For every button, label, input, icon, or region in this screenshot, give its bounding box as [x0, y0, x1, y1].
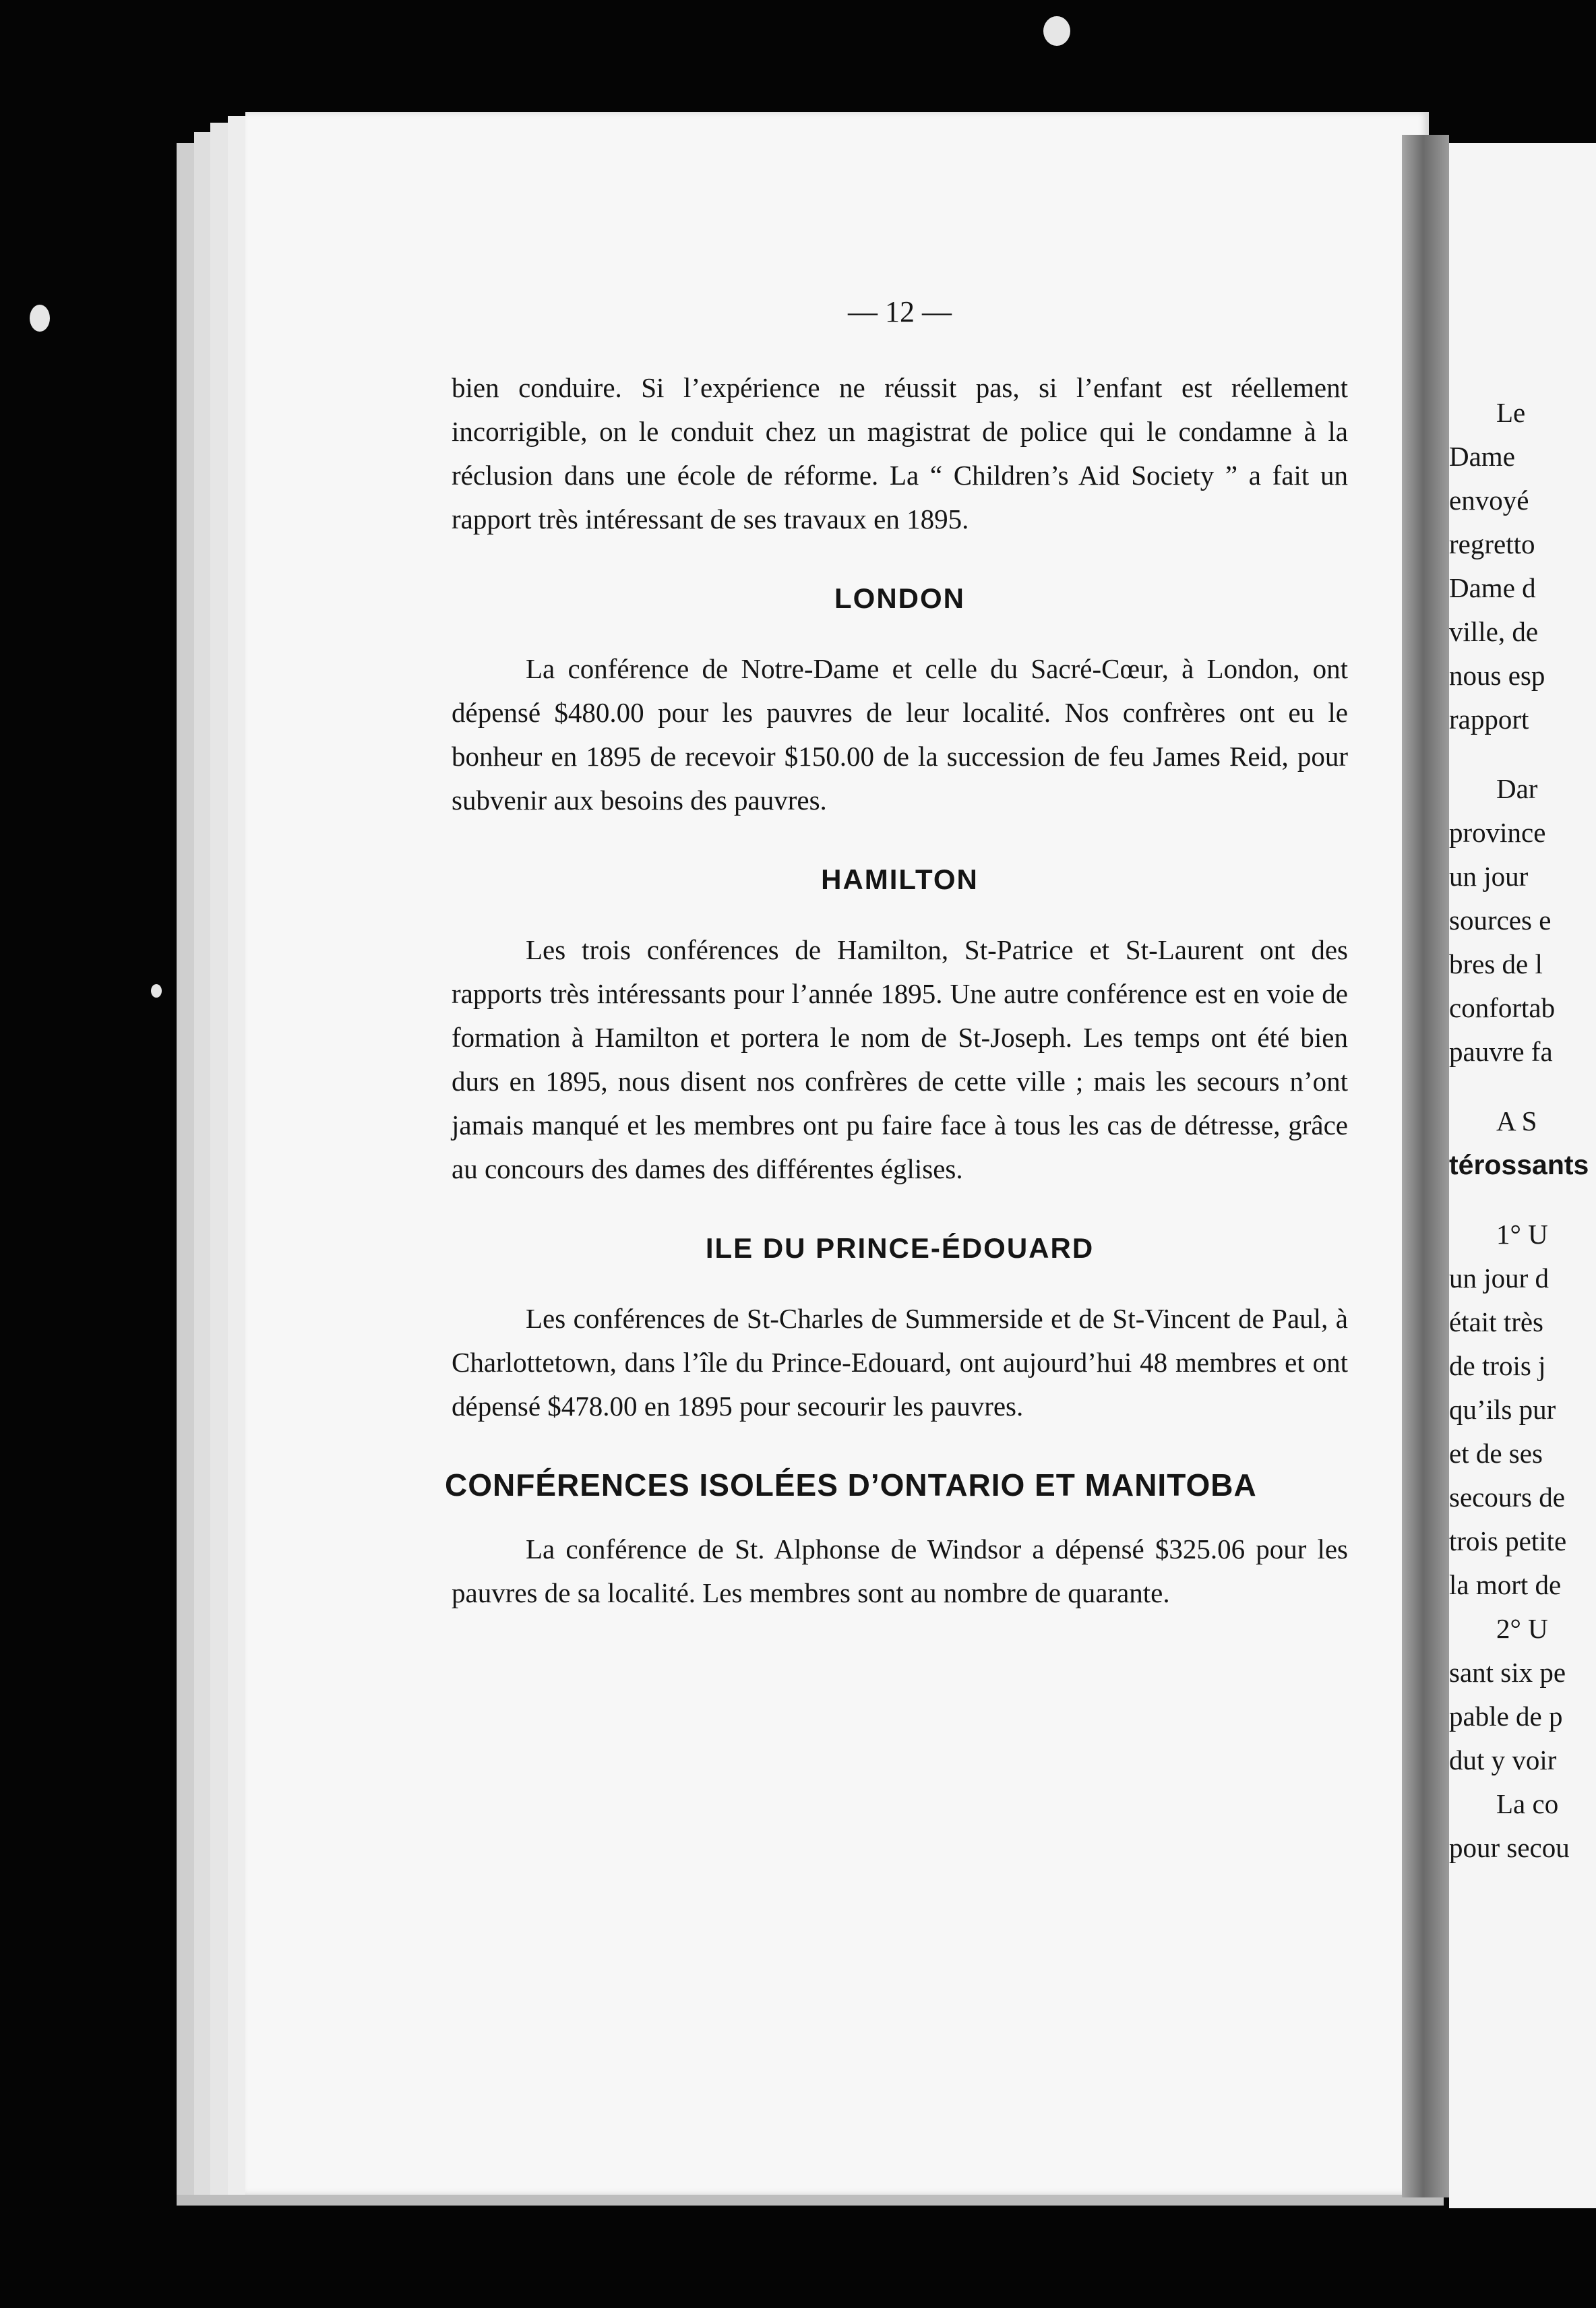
right-page-line: nous esp	[1449, 660, 1545, 691]
right-page-line: La co	[1496, 1788, 1559, 1819]
page-number: — 12 —	[848, 295, 952, 328]
heading-conferences-isolees: CONFÉRENCES ISOLÉES D’ONTARIO ET MANITOBA	[445, 1467, 1257, 1502]
paragraph-ile-du-prince-edouard: Les conférences de St-Charles de Summerside et de St-Vincent de Paul, à Charlottetown, dans l’île du Prince-Edouard, ont aujourd’hui 48 membres et ont dépensé $478.00 en 1895 pour secourir les pauvres.	[452, 1303, 1348, 1422]
right-page-line: pable de p	[1449, 1701, 1563, 1732]
right-page-line: sources e	[1449, 905, 1552, 936]
right-page-line: dut y voir	[1449, 1744, 1557, 1775]
right-page-line: 1° U	[1496, 1219, 1548, 1250]
right-page-line: confortab	[1449, 992, 1556, 1023]
right-page-line: la mort de	[1449, 1569, 1562, 1600]
right-page-line: pauvre fa	[1449, 1036, 1553, 1067]
paragraph-intro: bien conduire. Si l’expérience ne réussit pas, si l’enfant est réellement incorrigible, on le conduit chez un magistrat de police qui le condamne à la réclusion dans une école de réforme. La “ Children’s Aid Society ” a fait un rapport très intéressant de ses travaux en 1895.	[452, 372, 1348, 535]
right-page-line: 2° U	[1496, 1613, 1548, 1644]
page-content	[445, 290, 1348, 1627]
right-page-text	[1449, 391, 1596, 1870]
right-page-line: térossants	[1449, 1149, 1589, 1180]
heading-london: LONDON	[834, 582, 965, 614]
page-bottom-edge	[177, 2195, 1444, 2206]
right-page-line: était très	[1449, 1306, 1544, 1337]
right-page-line: secours de	[1449, 1482, 1565, 1513]
right-page-line: Dame	[1449, 441, 1515, 472]
right-page-line: bres de l	[1449, 948, 1543, 979]
dust-speck	[1043, 16, 1070, 46]
paragraph-london: La conférence de Notre-Dame et celle du Sacré-Cœur, à London, ont dépensé $480.00 pour les pauvres de leur localité. Nos confrères ont eu le bonheur en 1895 de recevoir $150.00 de la succession de feu James Reid, pour subvenir aux besoins des pauvres.	[452, 653, 1348, 816]
right-page-line: sant six pe	[1449, 1657, 1566, 1688]
dust-speck	[151, 984, 162, 998]
right-page-line: Dame d	[1449, 572, 1536, 603]
right-page-line: rapport	[1449, 704, 1529, 735]
right-page-line: qu’ils pur	[1449, 1394, 1556, 1425]
paragraph-hamilton: Les trois conférences de Hamilton, St-Patrice et St-Laurent ont des rapports très intéressants pour l’année 1895. Une autre conférence est en voie de formation à Hamilton et portera le nom de St-Joseph. Les temps ont été bien durs en 1895, nous disent nos confrères de cette ville ; mais les secours n’ont jamais manqué et les membres ont pu faire face à tous les cas de détresse, grâce au concours des dames des différentes églises.	[452, 934, 1348, 1184]
right-page-line: pour secou	[1449, 1832, 1570, 1863]
right-page-line: un jour d	[1449, 1263, 1549, 1294]
dust-speck	[30, 305, 50, 332]
right-page-line: A S	[1496, 1105, 1537, 1136]
right-page-line: Dar	[1496, 773, 1538, 804]
heading-hamilton: HAMILTON	[821, 863, 979, 895]
right-page-line: regretto	[1449, 528, 1535, 559]
heading-ile-du-prince-edouard: ILE DU PRINCE-ÉDOUARD	[705, 1232, 1095, 1264]
right-page-line: de trois j	[1449, 1350, 1546, 1381]
right-page-line: et de ses	[1449, 1438, 1543, 1469]
right-page-line: ville, de	[1449, 616, 1539, 647]
book-gutter	[1402, 135, 1449, 2197]
right-page-line: trois petite	[1449, 1525, 1567, 1556]
right-page-line: envoyé	[1449, 485, 1529, 516]
right-page-line: Le	[1496, 397, 1526, 428]
paragraph-conferences-isolees: La conférence de St. Alphonse de Windsor a dépensé $325.06 pour les pauvres de sa localité. Les membres sont au nombre de quarante.	[452, 1533, 1348, 1608]
right-page-line: un jour	[1449, 861, 1529, 892]
right-page-line: province	[1449, 817, 1546, 848]
